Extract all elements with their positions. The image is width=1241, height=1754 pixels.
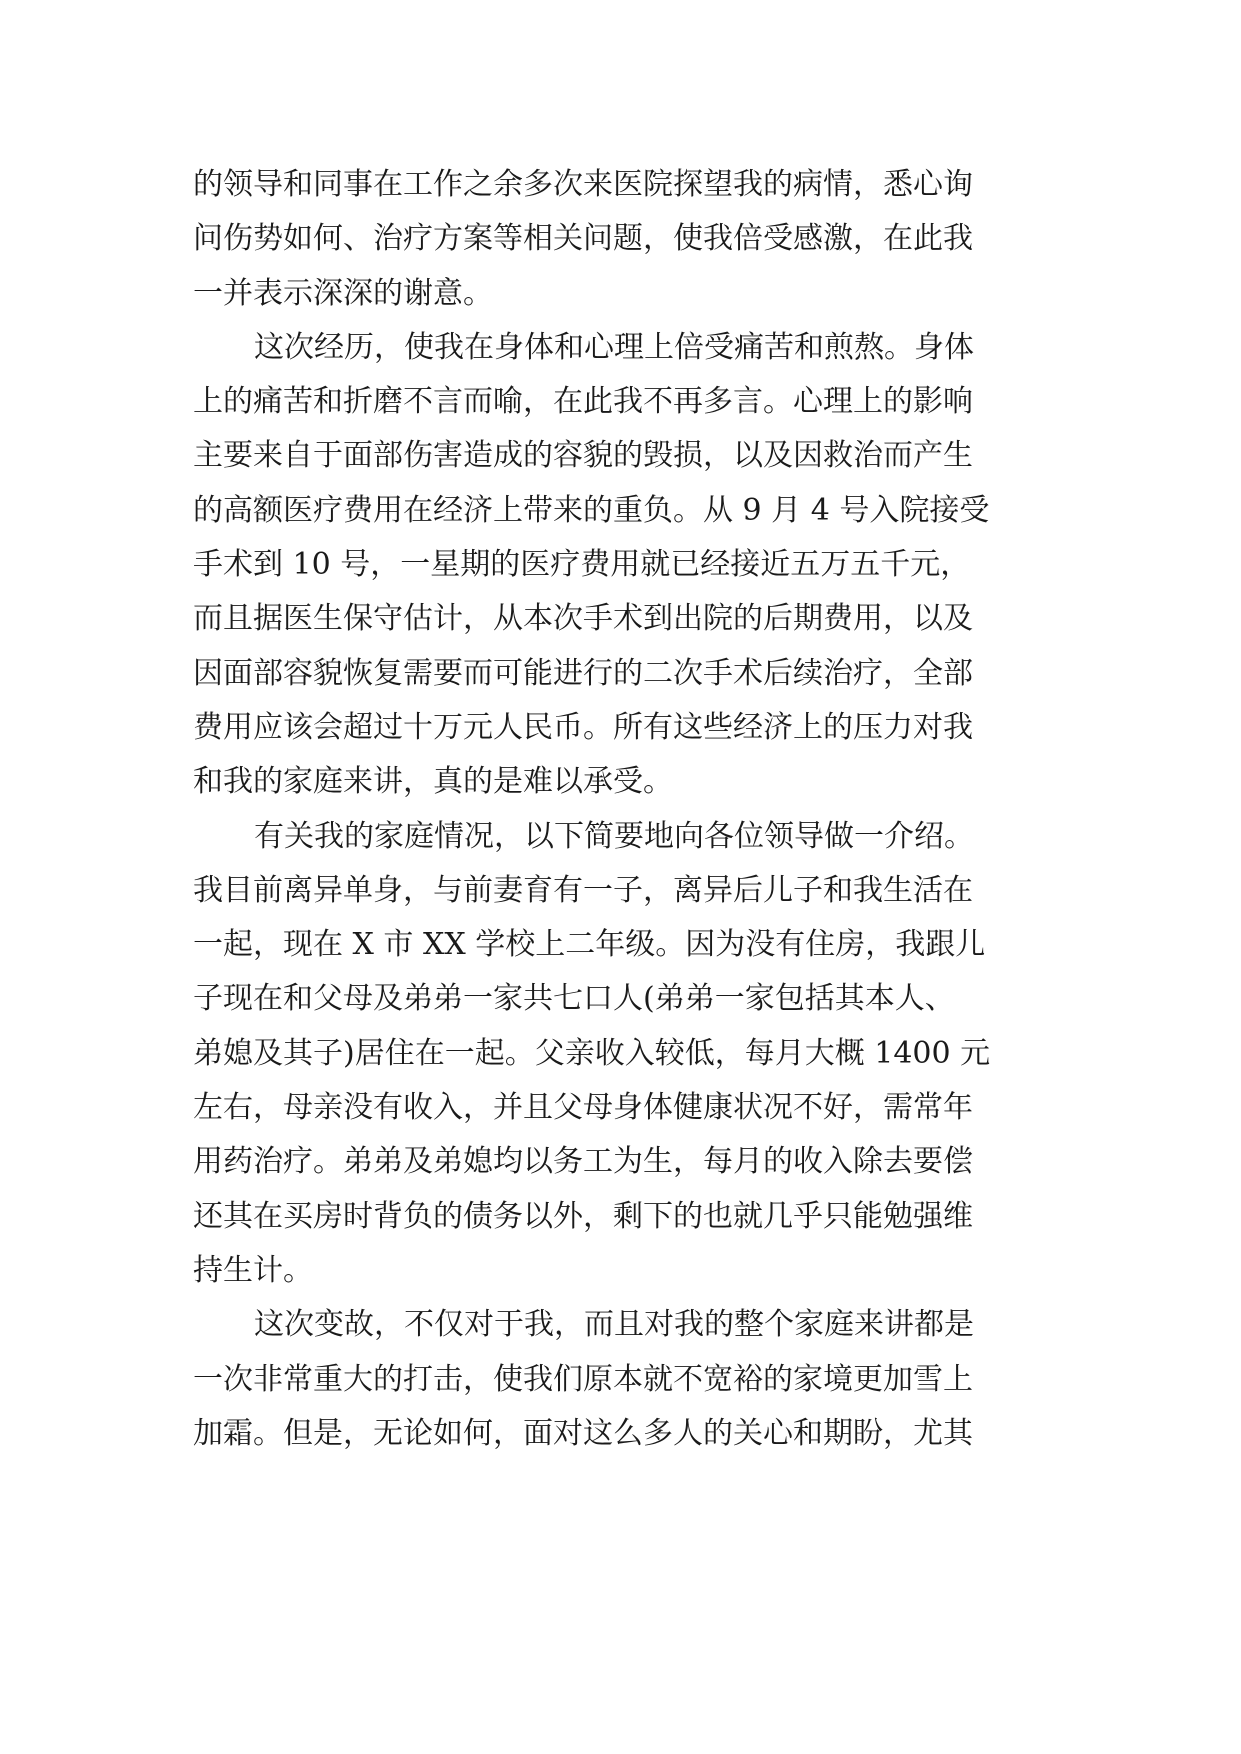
text-line: 主要来自于面部伤害造成的容貌的毁损，以及因救治而产生 xyxy=(193,438,973,474)
text-line: 弟媳及其子)居住在一起。父亲收入较低，每月大概 1400 元 xyxy=(193,1035,991,1071)
text-line: 因面部容貌恢复需要而可能进行的二次手术后续治疗，全部 xyxy=(193,655,973,691)
text-line: 一次非常重大的打击，使我们原本就不宽裕的家境更加雪上 xyxy=(193,1361,973,1397)
text-line: 还其在买房时背负的债务以外，剩下的也就几乎只能勉强维 xyxy=(193,1198,973,1234)
text-line: 左右，母亲没有收入，并且父母身体健康状况不好，需常年 xyxy=(193,1090,973,1126)
text-line: 一起，现在 X 市 XX 学校上二年级。因为没有住房，我跟儿 xyxy=(193,927,986,963)
text-line: 用药治疗。弟弟及弟媳均以务工为生，每月的收入除去要偿 xyxy=(193,1144,973,1180)
paragraph-first-line: 这次经历，使我在身体和心理上倍受痛苦和煎熬。身体 xyxy=(254,329,974,365)
paragraph-first-line: 有关我的家庭情况，以下简要地向各位领导做一介绍。 xyxy=(254,818,974,854)
text-line: 子现在和父母及弟弟一家共七口人(弟弟一家包括其本人、 xyxy=(193,981,955,1017)
text-line: 一并表示深深的谢意。 xyxy=(193,275,493,311)
text-line: 和我的家庭来讲，真的是难以承受。 xyxy=(193,764,673,800)
text-line: 问伤势如何、治疗方案等相关问题，使我倍受感激，在此我 xyxy=(193,221,973,257)
text-line: 持生计。 xyxy=(193,1252,313,1288)
text-line: 加霜。但是，无论如何，面对这么多人的关心和期盼，尤其 xyxy=(193,1415,973,1451)
text-line: 费用应该会超过十万元人民币。所有这些经济上的压力对我 xyxy=(193,709,973,745)
text-line: 的领导和同事在工作之余多次来医院探望我的病情，悉心询 xyxy=(193,167,973,202)
text-line: 上的痛苦和折磨不言而喻，在此我不再多言。心理上的影响 xyxy=(193,384,973,420)
text-line: 的高额医疗费用在经济上带来的重负。从 9 月 4 号入院接受 xyxy=(193,492,990,528)
text-line: 手术到 10 号，一星期的医疗费用就已经接近五万五千元， xyxy=(193,547,971,583)
text-line: 而且据医生保守估计，从本次手术到出院的后期费用，以及 xyxy=(193,601,973,637)
text-line: 我目前离异单身，与前妻育有一子，离异后儿子和我生活在 xyxy=(193,872,973,908)
document-body xyxy=(193,158,1073,1461)
paragraph-first-line: 这次变故，不仅对于我，而且对我的整个家庭来讲都是 xyxy=(254,1307,974,1343)
